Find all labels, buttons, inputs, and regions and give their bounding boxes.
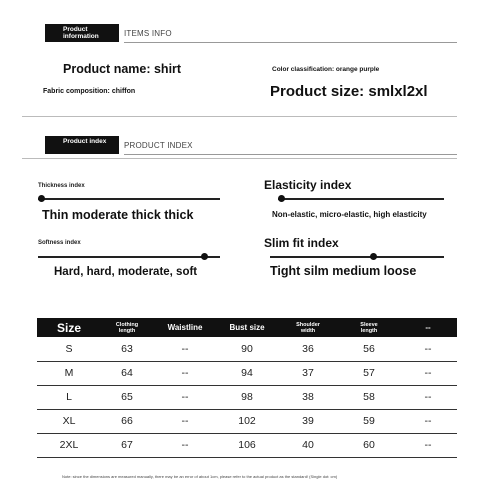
thickness-knob — [38, 195, 45, 202]
table-cell: -- — [153, 337, 217, 361]
size-cell: M — [37, 361, 101, 385]
softness-slider — [38, 256, 220, 258]
header-waistline: Waistline — [153, 318, 217, 337]
slim-fit-slider — [270, 256, 444, 258]
table-cell: 64 — [101, 361, 153, 385]
table-cell: -- — [153, 385, 217, 409]
table-row — [37, 409, 457, 433]
header-rule — [124, 42, 457, 43]
header-size: Size — [37, 318, 101, 337]
header-bust-size: Bust size — [217, 318, 277, 337]
header-clothing-length: Clothing length — [101, 318, 153, 337]
softness-index-label: Softness index — [38, 240, 81, 246]
section-divider — [22, 158, 457, 159]
size-cell: L — [37, 385, 101, 409]
table-cell: 90 — [217, 337, 277, 361]
table-cell: 57 — [339, 361, 399, 385]
table-cell: 36 — [277, 337, 339, 361]
size-cell: S — [37, 337, 101, 361]
table-cell: 63 — [101, 337, 153, 361]
header-extra: -- — [399, 318, 457, 337]
table-cell: -- — [153, 409, 217, 433]
table-cell: -- — [153, 433, 217, 457]
softness-knob — [201, 253, 208, 260]
items-info-header — [0, 24, 479, 54]
product-size: Product size: smlxl2xl — [270, 83, 428, 100]
table-row — [37, 361, 457, 385]
elasticity-knob — [278, 195, 285, 202]
slim-fit-knob — [370, 253, 377, 260]
table-cell: -- — [399, 433, 457, 457]
table-cell: 39 — [277, 409, 339, 433]
softness-values: Hard, hard, moderate, soft — [54, 266, 198, 278]
color-classification: Color classification: orange purple — [272, 66, 380, 73]
thickness-values: Thin moderate thick thick — [42, 208, 194, 222]
table-cell: 58 — [339, 385, 399, 409]
table-cell: -- — [399, 337, 457, 361]
table-cell: 94 — [217, 361, 277, 385]
elasticity-index-label: Elasticity index — [264, 178, 352, 192]
table-cell: 56 — [339, 337, 399, 361]
table-cell: 37 — [277, 361, 339, 385]
measurement-note: Note: since the dimensions are measured manually, there may be an error of about 1cm, please refer to the actual product as the standard! (Single dot: cm) — [62, 474, 338, 479]
table-cell: -- — [399, 409, 457, 433]
table-cell: 38 — [277, 385, 339, 409]
table-cell: 66 — [101, 409, 153, 433]
thickness-slider — [38, 198, 220, 200]
table-cell: 65 — [101, 385, 153, 409]
header-sleeve-length: Sleeve length — [339, 318, 399, 337]
product-index-header — [0, 136, 479, 166]
slim-fit-values: Tight silm medium loose — [270, 264, 417, 278]
fabric-composition: Fabric composition: chiffon — [43, 88, 136, 95]
table-cell: 102 — [217, 409, 277, 433]
product-name: Product name: shirt — [63, 62, 182, 76]
table-cell: 67 — [101, 433, 153, 457]
header-rule — [124, 154, 457, 155]
elasticity-slider — [278, 198, 444, 200]
table-row — [37, 385, 457, 409]
size-table-header — [37, 318, 457, 337]
size-cell: 2XL — [37, 433, 101, 457]
size-table — [37, 318, 457, 458]
table-cell: 59 — [339, 409, 399, 433]
slim-fit-index-label: Slim fit index — [264, 236, 339, 250]
product-index-caption: PRODUCT INDEX — [124, 141, 193, 150]
table-cell: 60 — [339, 433, 399, 457]
size-cell: XL — [37, 409, 101, 433]
product-information-tag: Product information — [45, 24, 119, 42]
items-info-caption: ITEMS INFO — [124, 29, 172, 38]
table-cell: 40 — [277, 433, 339, 457]
table-cell: 106 — [217, 433, 277, 457]
thickness-index-label: Thickness index — [38, 183, 85, 189]
table-row — [37, 433, 457, 457]
table-cell: -- — [153, 361, 217, 385]
table-cell: 98 — [217, 385, 277, 409]
section-divider — [22, 116, 457, 117]
table-cell: -- — [399, 361, 457, 385]
elasticity-values: Non-elastic, micro-elastic, high elasticity — [272, 210, 427, 219]
table-cell: -- — [399, 385, 457, 409]
table-row — [37, 337, 457, 361]
header-shoulder-width: Shoulder width — [277, 318, 339, 337]
product-index-tag: Product index — [45, 136, 119, 154]
